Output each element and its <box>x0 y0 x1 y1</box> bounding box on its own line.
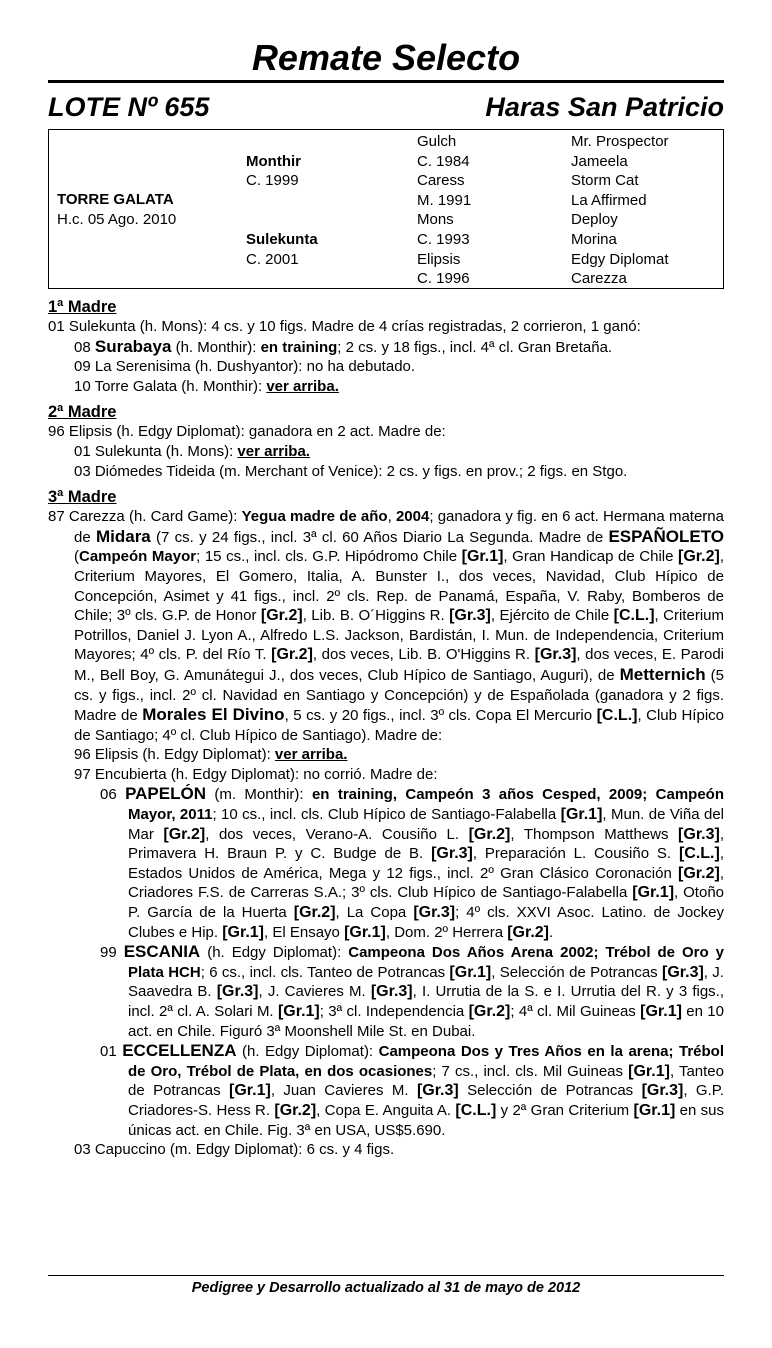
produce-entry-papelon: 06 PAPELÓN (m. Monthir): en training, Campeón 3 años Cesped, 2009; Campeón Mayor, 2011; 10 cs., incl. cls. Club Hípico de Santiago-Falabella [Gr.1], Mun. de Viña del Mar [Gr.2], dos veces, Verano-A. Cousiño L. [Gr.2], Thompson Matthews [Gr.3], Primavera H. Braun P. y C. Budge de B. [Gr.3], Preparación L. Cousiño S. [C.L.], Estados Unidos de América, Mega y 12 figs., incl. 2º Gran Clásico Coronación [Gr.2], Criadores F.S. de Carreras S.A.; 3º cls. Club Hípico de Santiago-Falabella [Gr.1], Otoño P. García de la Huerta [Gr.2], La Copa [Gr.3]; 4º cls. XXVI Asoc. Latino. de Jockey Clubes e Hip. [Gr.1], El Ensayo [Gr.1], Dom. 2º Herrera [Gr.2]. <box>100 784 725 941</box>
produce-entry-carezza: 87 Carezza (h. Card Game): Yegua madre de año, 2004; ganadora y fig. en 6 act. Hermana materna de Midara (7 cs. y 24 figs., incl. 3ª cl. 60 Años Diario La Segunda. Madre de ESPAÑOLETO (Campeón Mayor; 15 cs., incl. cls. G.P. Hipódromo Chile [Gr.1], Gran Handicap de Chile [Gr.2], Criterium Mayores, El Gomero, Italia, A. Bunster I., dos veces, Navidad, Club Hípico de Concepción, Asimet y 41 figs., incl. 2º cls. Rep. de Panamá, España, V. Raby, Bomberos de Chile; 3º cls. G.P. de Honor [Gr.2], Lib. B. O´Higgins R. [Gr.3], Ejército de Chile [C.L.], Criterium Potrillos, Daniel J. Lyon A., Alfredo L.S. Jackson, Bardistán, I. Mun. de Independencia, Criterium Mayores; 4º cls. P. del Río T. [Gr.2], dos veces, Lib. B. O'Higgins R. [Gr.3], dos veces, E. Parodi M., Bell Boy, G. Amunátegui J., dos veces, Club Hípico de Santiago, Auguri), de Metternich (5 cs. y figs., incl. 2º cl. Navidad en Santiago y Concepción) y de Españolada (ganadora y 2 figs. Madre de Morales El Divino, 5 cs. y 20 figs., incl. 3º cls. Copa El Mercurio [C.L.], Club Hípico de Santiago; 4º cl. Club Hípico de Santiago). Madre de: <box>48 508 724 744</box>
produce-entry: 01 Sulekunta (h. Mons): ver arriba. <box>74 442 310 460</box>
produce-entry: 09 La Serenisima (h. Dushyantor): no ha debutado. <box>74 358 416 376</box>
great-grandparent-cell: Morina <box>571 230 617 248</box>
great-grandparent-cell: Carezza <box>571 270 627 288</box>
great-grandparent-cell: Storm Cat <box>571 172 639 190</box>
produce-entry: 10 Torre Galata (h. Monthir): ver arriba. <box>74 377 339 395</box>
produce-entry: 97 Encubierta (h. Edgy Diplomat): no corrió. Madre de: <box>74 765 438 783</box>
footer-rule <box>48 1275 724 1276</box>
section-heading-madre2: 2ª Madre <box>48 403 117 422</box>
grandparent-cell: Caress <box>417 172 465 190</box>
pedigree-great-grandparents <box>571 132 669 289</box>
produce-entry: 08 Surabaya (h. Monthir): en training; 2 cs. y 18 figs., incl. 4ª cl. Gran Bretaña. <box>74 336 613 356</box>
grandparent-cell: C. 1996 <box>417 270 470 288</box>
great-grandparent-cell: La Affirmed <box>571 191 647 209</box>
lot-number: LOTE Nº 655 <box>48 92 210 122</box>
pedigree-horse <box>57 190 176 229</box>
page-title: Remate Selecto <box>251 37 521 78</box>
grandparent-cell: C. 1984 <box>417 152 470 170</box>
great-grandparent-cell: Edgy Diplomat <box>571 250 669 268</box>
grandparent-cell: Mons <box>417 211 454 229</box>
sire-year: C. 1999 <box>246 172 299 190</box>
produce-entry: 96 Elipsis (h. Edgy Diplomat): ver arriba. <box>74 746 348 764</box>
lot-header <box>48 91 724 123</box>
pedigree-grandparents <box>417 132 471 289</box>
section-heading-madre1: 1ª Madre <box>48 298 117 316</box>
produce-record <box>48 297 724 1160</box>
pedigree-parents <box>246 132 318 269</box>
catalog-page <box>48 38 724 1160</box>
great-grandparent-cell: Mr. Prospector <box>571 133 669 150</box>
horse-name: TORRE GALATA <box>57 191 174 208</box>
produce-entry: 96 Elipsis (h. Edgy Diplomat): ganadora en 2 act. Madre de: <box>48 423 446 441</box>
produce-entry-eccellenza: 01 ECCELLENZA (h. Edgy Diplomat): Campeona Dos y Tres Años en la arena; Trébol de Oro, Trébol de Plata, en dos ocasiones; 7 cs., incl. cls. Mil Guineas [Gr.1], Tanteo de Potrancas [Gr.1], Juan Cavieres M. [Gr.3] Selección de Potrancas [Gr.3], G.P. Criadores-S. Hess R. [Gr.2], Copa E. Anguita A. [C.L.] y 2ª Gran Criterium [Gr.1] en sus únicas act. en Chile. Fig. 3ª en USA, US$5.690. <box>100 1041 724 1139</box>
dam-name: Sulekunta <box>246 230 318 248</box>
great-grandparent-cell: Jameela <box>571 152 628 170</box>
section-heading-madre3: 3ª Madre <box>48 488 117 507</box>
sire-name: Monthir <box>246 152 301 170</box>
grandparent-cell: Elipsis <box>417 250 461 268</box>
great-grandparent-cell: Deploy <box>571 211 618 229</box>
haras-name: Haras San Patricio <box>485 92 724 122</box>
pedigree-table <box>48 129 724 289</box>
produce-entry-escania: 99 ESCANIA (h. Edgy Diplomat): Campeona Dos Años Arena 2002; Trébol de Oro y Plata HCH; 6 cs., incl. cls. Tanteo de Potrancas [Gr.1], Selección de Potrancas [Gr.3], J. Saavedra B. [Gr.3], J. Cavieres M. [Gr.3], I. Urrutia de la S. e I. Urrutia del R. y 3 figs., incl. 2ª cl. A. Solari M. [Gr.1]; 3ª cl. Independencia [Gr.2]; 4ª cl. Mil Guineas [Gr.1] en 10 act. en Chile. Figuró 3ª Moonshell Mile St. en Dubai. <box>100 942 725 1040</box>
see-above-link: ver arriba. <box>237 442 310 460</box>
grandparent-cell: C. 1993 <box>417 230 470 248</box>
horse-info: H.c. 05 Ago. 2010 <box>57 210 177 228</box>
produce-entry: 03 Diómedes Tideida (m. Merchant of Venice): 2 cs. y figs. en prov.; 2 figs. en Stgo. <box>74 462 628 480</box>
produce-entry: 03 Capuccino (m. Edgy Diplomat): 6 cs. y 4 figs. <box>74 1141 395 1159</box>
see-above-link: ver arriba. <box>266 377 339 395</box>
dam-year: C. 2001 <box>246 250 299 268</box>
produce-entry: 01 Sulekunta (h. Mons): 4 cs. y 10 figs. Madre de 4 crías registradas, 2 corrieron, 1 ganó: <box>48 318 641 335</box>
title-rule <box>48 80 724 83</box>
footer-note: Pedigree y Desarrollo actualizado al 31 de mayo de 2012 <box>191 1280 581 1296</box>
see-above-link: ver arriba. <box>274 746 348 764</box>
grandparent-cell: Gulch <box>417 133 457 150</box>
grandparent-cell: M. 1991 <box>417 191 472 209</box>
